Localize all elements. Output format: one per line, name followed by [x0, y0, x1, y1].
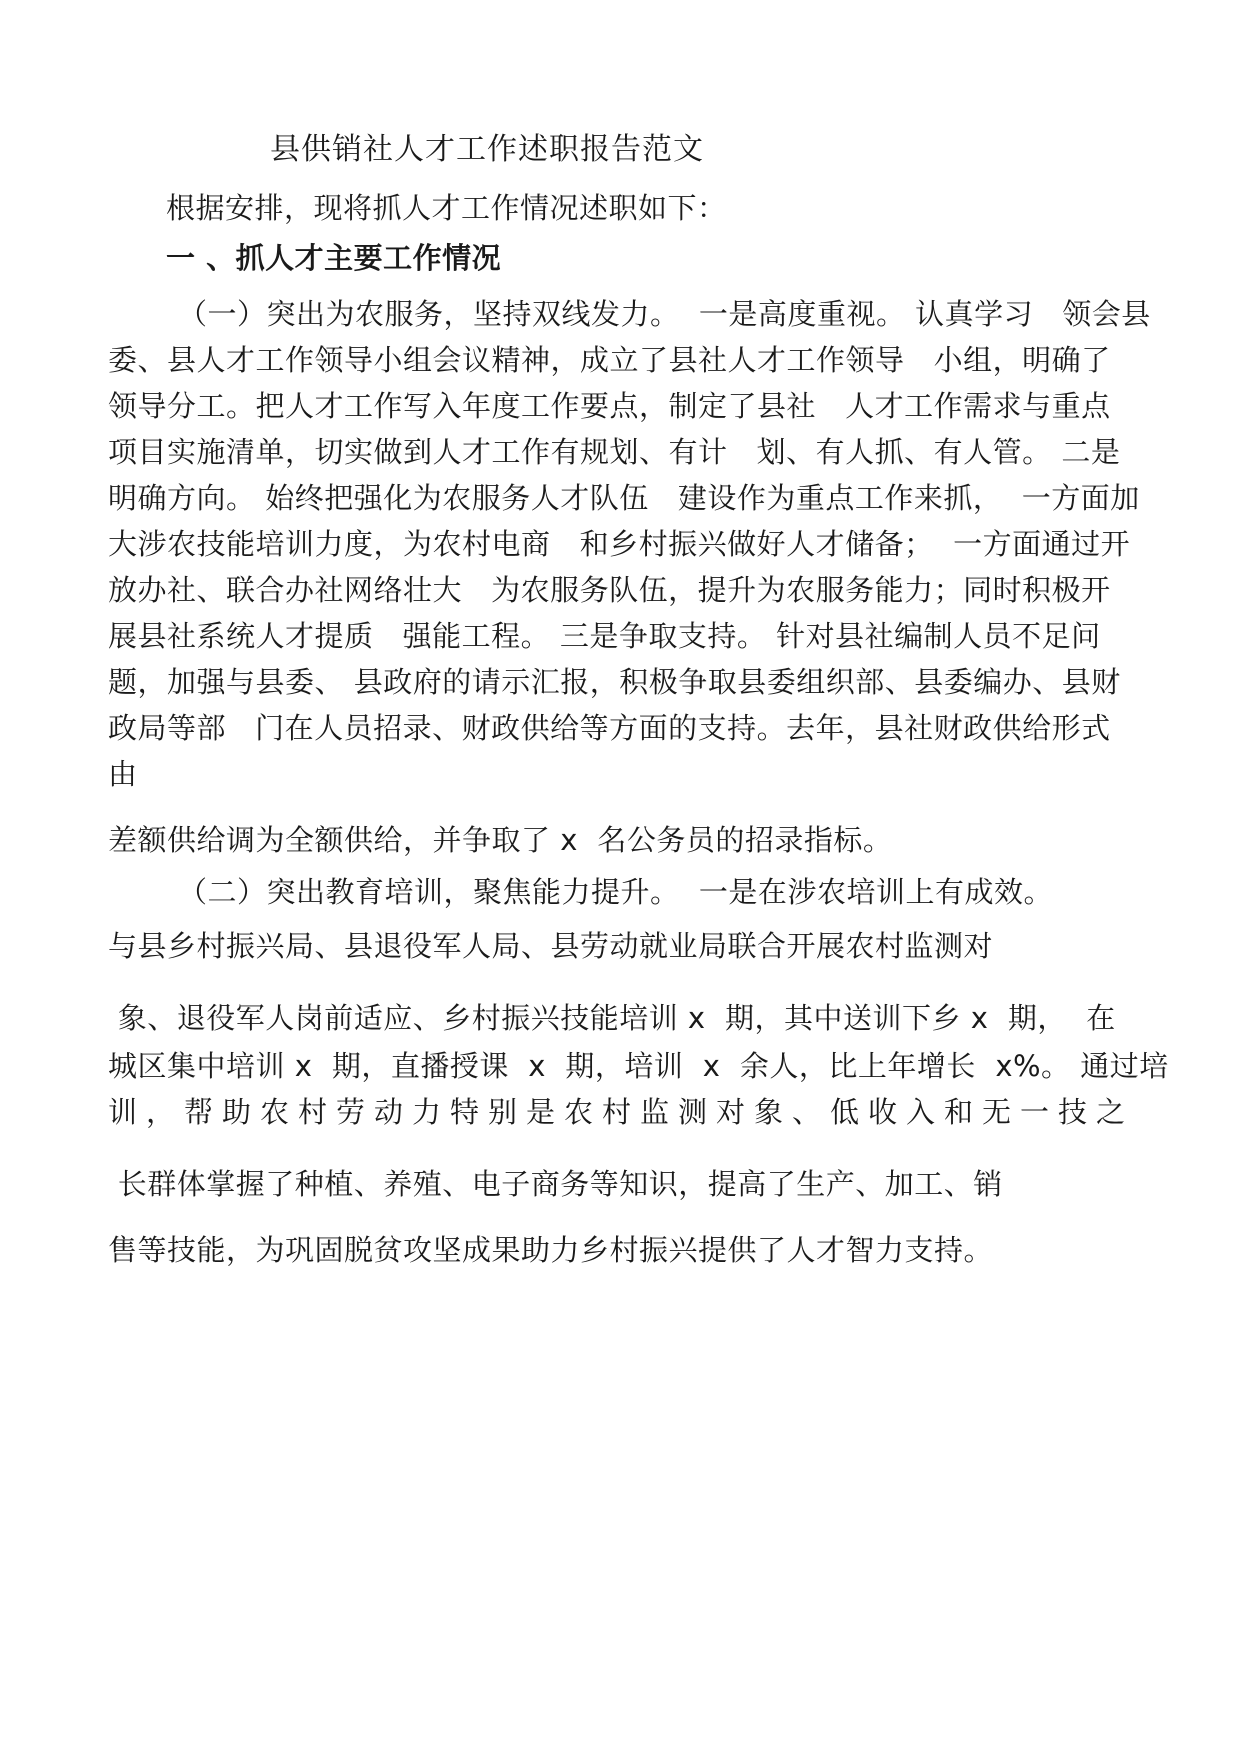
body-line: 项目实施清单，切实做到人才工作有规划、有计 划、有人抓、有人管。 二是 [108, 435, 1121, 469]
body-line: 象、退役军人岗前适应、乡村振兴技能培训 x 期，其中送训下乡 x 期， 在 [108, 1001, 1116, 1035]
body-line: （二）突出教育培训，聚焦能力提升。 一是在涉农培训上有成效。 [178, 875, 1053, 909]
body-line: 售等技能，为巩固脱贫攻坚成果助力乡村振兴提供了人才智力支持。 [108, 1233, 994, 1267]
body-line: 与县乡村振兴局、县退役军人局、县劳动就业局联合开展农村监测对 [108, 929, 994, 963]
body-line: 城区集中培训 x 期，直播授课 x 期，培训 x 余人，比上年增长 x%。 通过培 [108, 1049, 1169, 1083]
body-line: 由 [108, 757, 138, 791]
body-line: 政局等部 门在人员招录、财政供给等方面的支持。去年，县社财政供给形式 [108, 711, 1111, 745]
body-line: 领导分工。把人才工作写入年度工作要点，制定了县社 人才工作需求与重点 [108, 389, 1111, 423]
body-line: 长群体掌握了种植、养殖、电子商务等知识，提高了生产、加工、销 [108, 1167, 1003, 1201]
body-line: （一）突出为农服务，坚持双线发力。 一是高度重视。 认真学习 领会县 [178, 297, 1151, 331]
body-line: 差额供给调为全额供给，并争取了 x 名公务员的招录指标。 [108, 823, 893, 857]
document-title: 县供销社人才工作述职报告范文 [270, 132, 704, 167]
body-line: 委、县人才工作领导小组会议精神，成立了县社人才工作领导 小组，明确了 [108, 343, 1111, 377]
body-line: 题，加强与县委、 县政府的请示汇报，积极争取县委组织部、县委编办、县财 [108, 665, 1121, 699]
body-line: 放办社、联合办社网络壮大 为农服务队伍，提升为农服务能力；同时积极开 [108, 573, 1111, 607]
body-line: 明确方向。 始终把强化为农服务人才队伍 建设作为重点工作来抓， 一方面加 [108, 481, 1140, 515]
intro-paragraph: 根据安排，现将抓人才工作情况述职如下： [166, 191, 727, 225]
body-line: 训，帮助农村劳动力特别是农村监测对象、低收入和无一技之 [108, 1095, 1135, 1129]
body-line: 大涉农技能培训力度，为农村电商 和乡村振兴做好人才储备； 一方面通过开 [108, 527, 1131, 561]
section-heading: 一 、抓人才主要工作情况 [166, 241, 502, 275]
body-line: 展县社系统人才提质 强能工程。 三是争取支持。 针对县社编制人员不足问 [108, 619, 1101, 653]
